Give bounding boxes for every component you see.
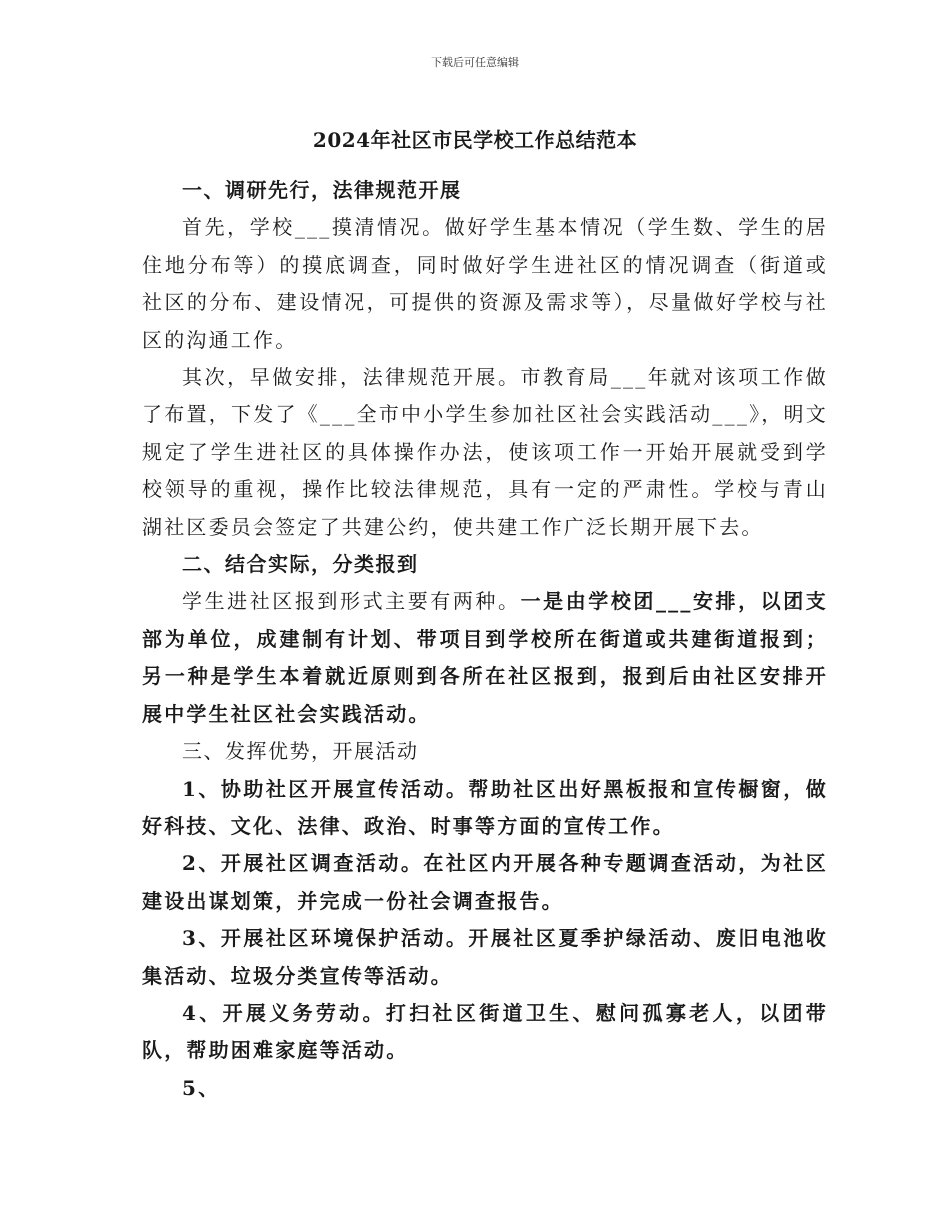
list-item-4: 4、开展义务劳动。打扫社区街道卫生、慰问孤寡老人，以团带队，帮助困难家庭等活动。 (142, 1000, 828, 1063)
list-item-5: 5、 (182, 1075, 221, 1100)
paragraph-2: 其次，早做安排，法律规范开展。市教育局___年就对该项工作做了布置，下发了《___全市中小学生参加社区社会实践活动___》，明文规定了学生进社区的具体操作办法，使该项工作一开始开展就受到学校领导的重视，操作比较法律规范，具有一定的严肃性。学校与青山湖社区委员会签定了共建公约，使共建工作广泛长期开展下去。 (142, 365, 828, 539)
list-item-2: 2、开展社区调查活动。在社区内开展各种专题调查活动，为社区建设出谋划策，并完成一份社会调查报告。 (142, 851, 828, 913)
page-header: 下载后可任意编辑 (431, 56, 519, 69)
section-heading-2: 二、结合实际，分类报到 (182, 552, 419, 577)
paragraph-3 (142, 583, 828, 733)
paragraph-3-normal: 学生进社区报到形式主要有两种。 (182, 589, 521, 614)
section-heading-1: 一、调研先行，法律规范开展 (182, 178, 462, 202)
document-title: 2024年社区市民学校工作总结范本 (312, 128, 638, 152)
paragraph-1: 首先，学校___摸清情况。做好学生基本情况（学生数、学生的居住地分布等）的摸底调查，同时做好学生进社区的情况调查（街道或社区的分布、建设情况，可提供的资源及需求等），尽量做好学校与社区的沟通工作。 (142, 215, 828, 352)
list-item-3: 3、开展社区环境保护活动。开展社区夏季护绿活动、废旧电池收集活动、垃圾分类宣传等活动。 (142, 926, 828, 988)
paragraph-3-bold: 一是由学校团___安排，以团支部为单位，成建制有计划、带项目到学校所在街道或共建街道报到；另一种是学生本着就近原则到各所在社区报到，报到后由社区安排开展中学生社区社会实践活动。 (142, 589, 829, 726)
document-body (142, 172, 828, 1107)
list-item-1: 1、协助社区开展宣传活动。帮助社区出好黑板报和宣传橱窗，做好科技、文化、法律、政治、时事等方面的宣传工作。 (142, 776, 828, 838)
section-heading-3: 三、发挥优势，开展活动 (182, 739, 419, 764)
